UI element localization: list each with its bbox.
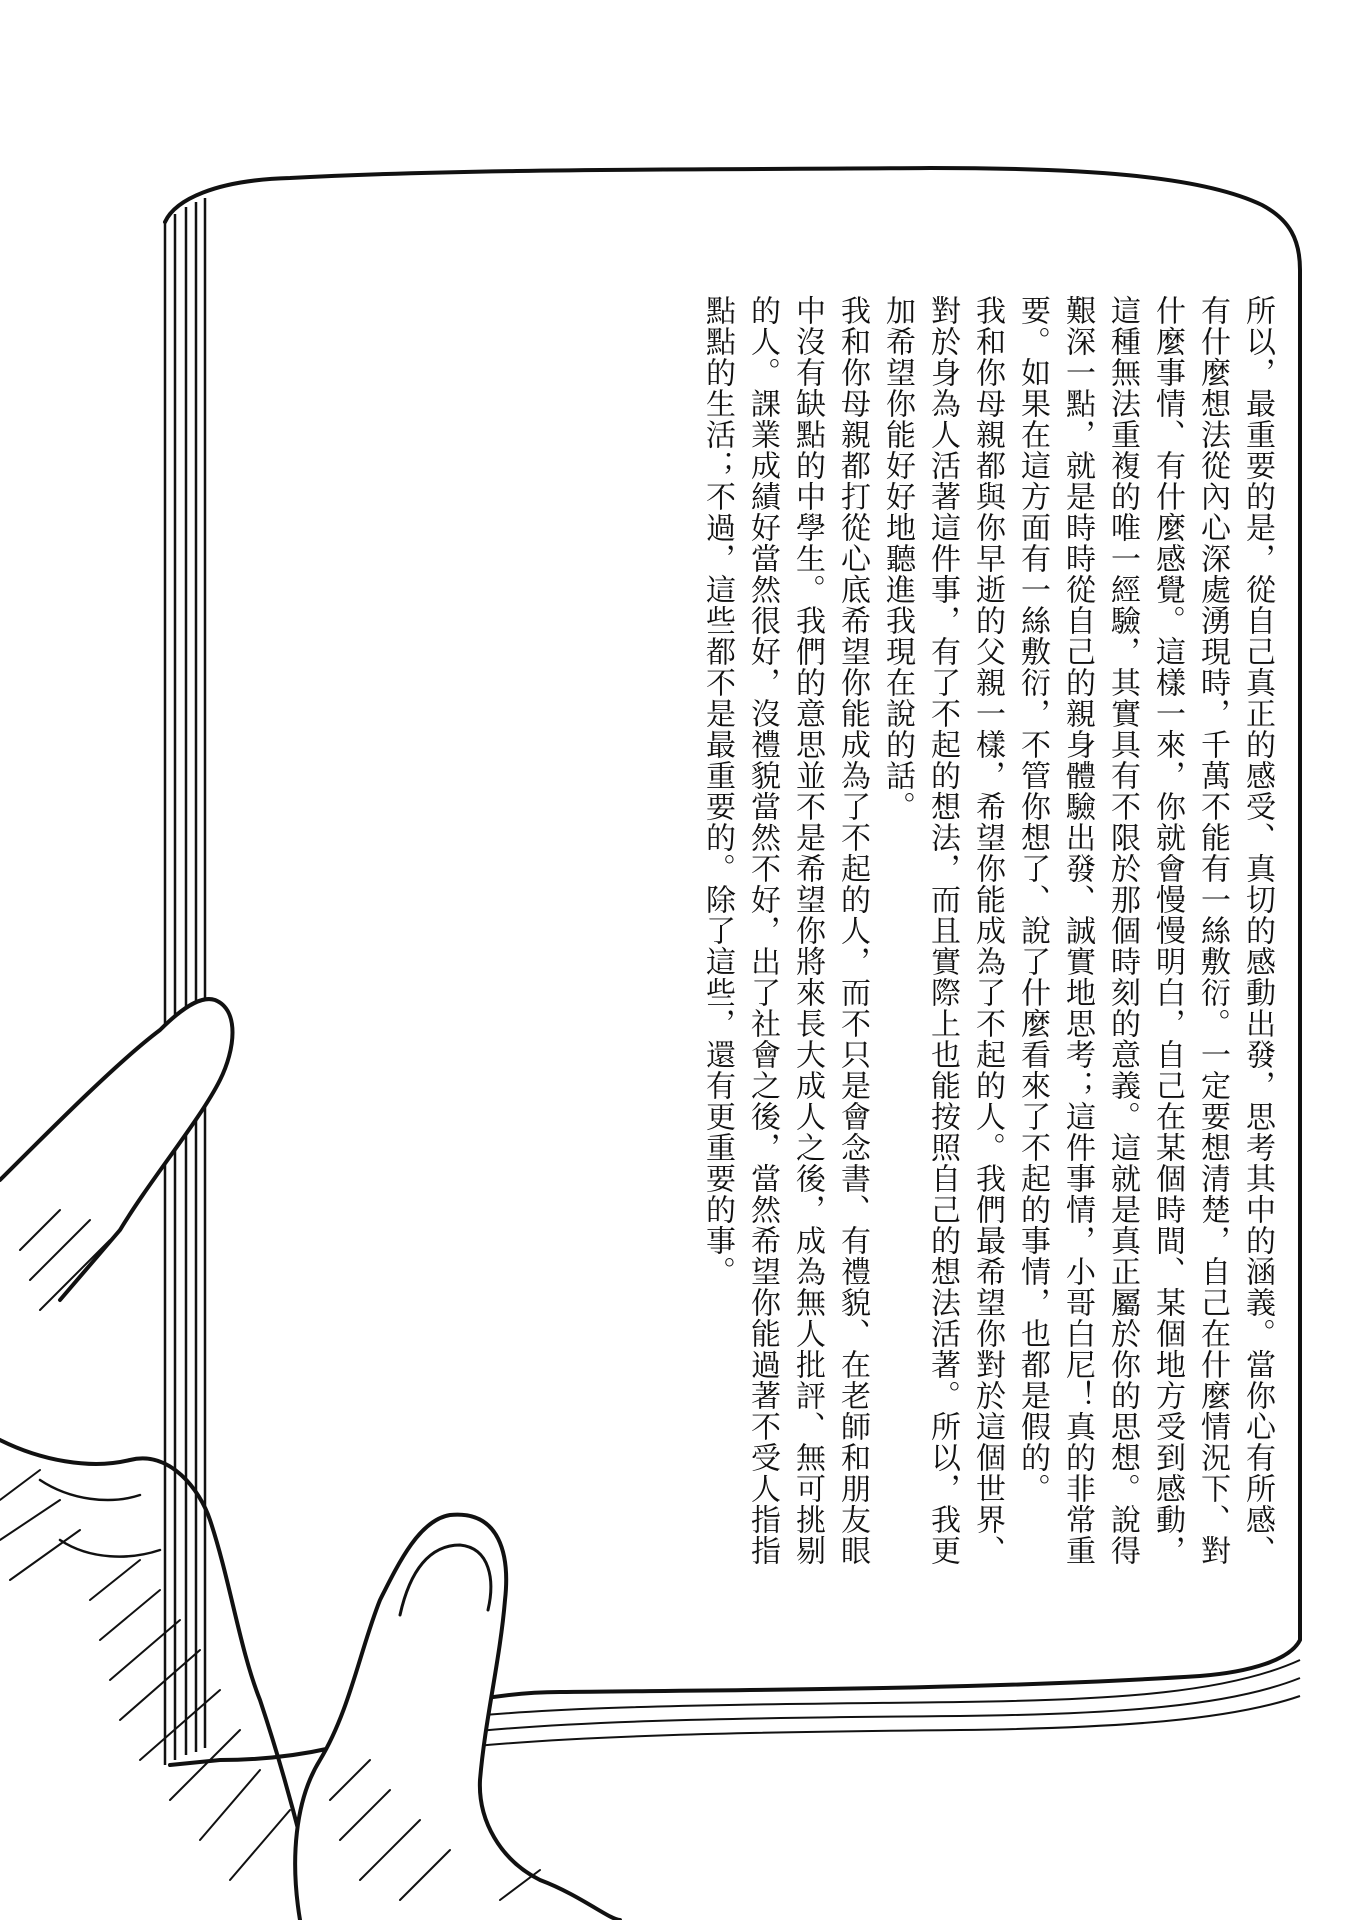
paragraph-2: 我和你母親都與你早逝的父親一樣，希望你能成為了不起的人。我們最希望你對於這個世界、對於身為人活著這件事，有了不起的想法，而且實際上也能按照自己的想法活著。所以，我更加希望你能好好地聽進我現在說的話。 (880, 295, 1005, 1566)
book-text (290, 295, 1280, 1595)
paragraph-1: 所以，最重要的是，從自己真正的感受、真切的感動出發，思考其中的涵義。當你心有所感、有什麼想法從內心深處湧現時，千萬不能有一絲敷衍。一定要想清楚，自己在什麼情況下、對什麼事情、有什麼感覺。這樣一來，你就會慢慢明白，自己在某個時間、某個地方受到感動，這種無法重複的唯一經驗，其實具有不限於那個時刻的意義。這就是真正屬於你的思想。說得艱深一點，就是時時從自己的親身體驗出發、誠實地思考；這件事情，小哥白尼！真的非常重要。如果在這方面有一絲敷衍，不管你想了、說了什麼看來了不起的事情，也都是假的。 (1015, 295, 1275, 1566)
paragraph-3: 我和你母親都打從心底希望你能成為了不起的人，而不只是會念書、有禮貌、在老師和朋友眼中沒有缺點的中學生。我們的意思並不是希望你將來長大成人之後，成為無人批評、無可挑剔的人。課業成績好當然很好，沒禮貌當然不好，出了社會之後，當然希望你能過著不受人指指點點的生活；不過，這些都不是最重要的。除了這些，還有更重要的事。 (700, 295, 870, 1566)
